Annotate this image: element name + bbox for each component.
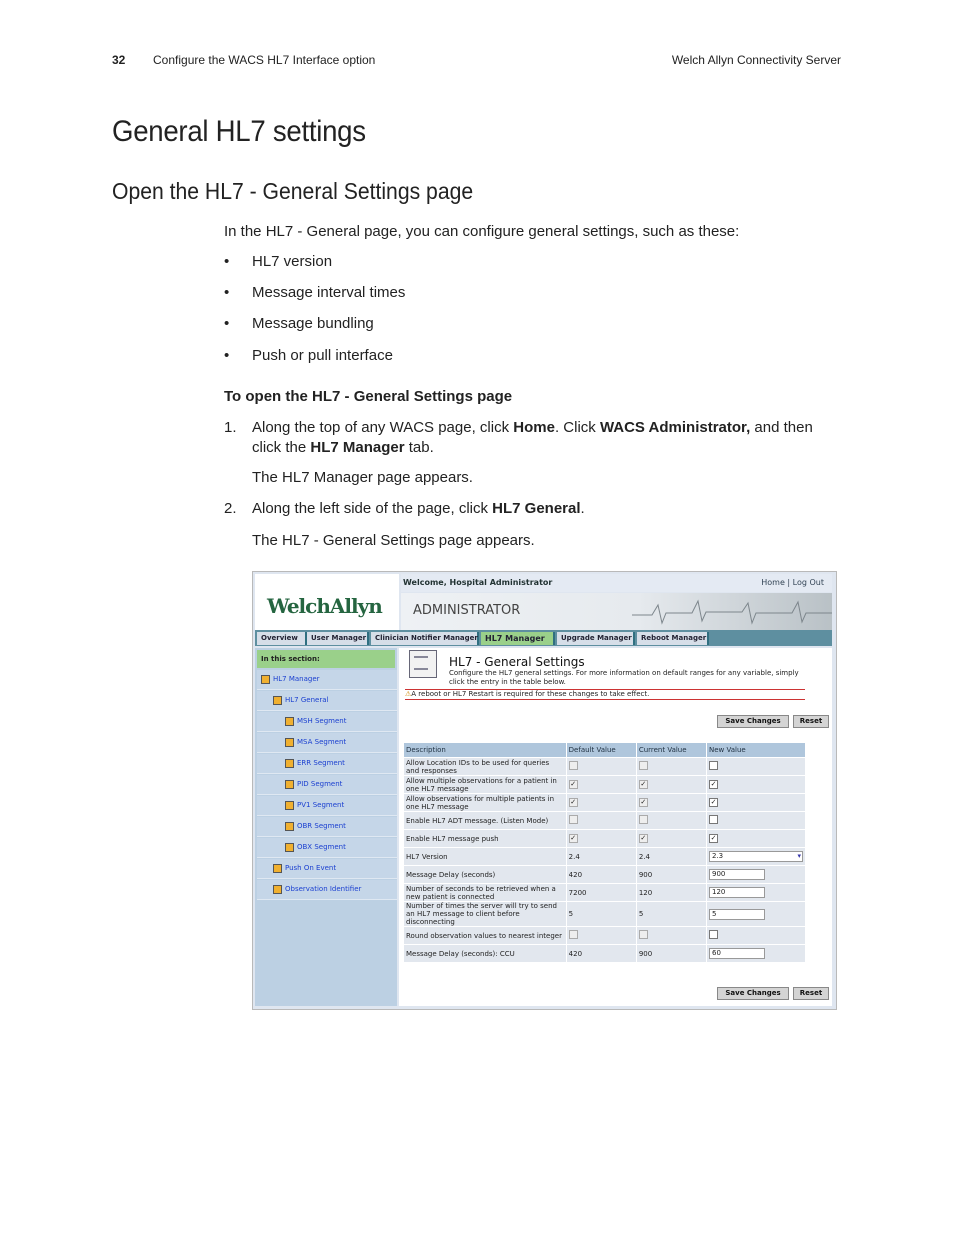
row-description: Enable HL7 message push xyxy=(404,830,567,848)
new-value-checkbox[interactable]: ✓ xyxy=(710,798,717,806)
checkbox-readonly: ✓ xyxy=(640,798,647,806)
save-changes-button[interactable]: Save Changes xyxy=(717,715,789,728)
tab-hl7-manager[interactable]: HL7 Manager xyxy=(481,632,555,645)
table-row xyxy=(404,866,806,884)
arrow-icon xyxy=(285,738,294,747)
new-value-checkbox[interactable] xyxy=(709,761,718,770)
sidebar-item-observation-identifier[interactable]: Observation Identifier xyxy=(257,880,397,900)
tab-bar xyxy=(255,630,832,646)
row-description: Number of times the server will try to send an HL7 message to client before disconnecting xyxy=(404,902,567,927)
new-value-checkbox[interactable]: ✓ xyxy=(710,834,717,842)
row-value: 900 xyxy=(636,866,706,884)
sidebar-item-pid-segment[interactable]: PID Segment xyxy=(257,775,397,795)
arrow-icon xyxy=(273,885,282,894)
row-value: 2.4 xyxy=(636,848,706,866)
col-new-value: New Value xyxy=(707,743,806,758)
sidebar-item-msa-segment[interactable]: MSA Segment xyxy=(257,733,397,753)
arrow-icon xyxy=(285,780,294,789)
arrow-icon xyxy=(285,822,294,831)
row-description: Message Delay (seconds) xyxy=(404,866,567,884)
new-value-input[interactable]: 900 xyxy=(709,869,765,880)
checkbox-readonly: ✓ xyxy=(570,780,577,788)
sidebar-item-obx-segment[interactable]: OBX Segment xyxy=(257,838,397,858)
checkbox-readonly xyxy=(639,815,648,824)
new-value-input[interactable]: 60 xyxy=(709,948,765,959)
table-row xyxy=(404,884,806,902)
row-description: Allow multiple observations for a patient in one HL7 message xyxy=(404,776,567,794)
arrow-icon xyxy=(285,759,294,768)
arrow-icon xyxy=(261,675,270,684)
row-description: Allow observations for multiple patients in one HL7 message xyxy=(404,794,567,812)
checkbox-readonly xyxy=(569,815,578,824)
banner xyxy=(401,593,832,630)
settings-description: Configure the HL7 general settings. For more information on default ranges for any variable, simply click the entry in the table below. xyxy=(449,669,799,686)
tab-reboot-manager[interactable]: Reboot Manager xyxy=(637,632,709,645)
new-value-input[interactable]: 120 xyxy=(709,887,765,898)
logout-link[interactable]: Log Out xyxy=(792,578,824,587)
hl7-version-select[interactable]: 2.3 ▾ xyxy=(709,851,803,862)
top-bar: Welcome, Hospital Administrator Home | Log Out xyxy=(401,574,832,592)
table-row xyxy=(404,848,806,866)
row-value: 5 xyxy=(566,902,636,927)
hl7-settings-screenshot xyxy=(252,571,837,1010)
home-link[interactable]: Home xyxy=(761,578,785,587)
new-value-checkbox[interactable] xyxy=(709,815,718,824)
new-value-checkbox[interactable] xyxy=(709,930,718,939)
row-value: 900 xyxy=(636,945,706,963)
checkbox-readonly xyxy=(569,761,578,770)
sidebar-item-pv1-segment[interactable]: PV1 Segment xyxy=(257,796,397,816)
welch-allyn-logo: WelchAllyn xyxy=(255,574,399,630)
checkbox-readonly xyxy=(639,761,648,770)
arrow-icon xyxy=(273,696,282,705)
sidebar-item-obr-segment[interactable]: OBR Segment xyxy=(257,817,397,837)
row-description: Message Delay (seconds): CCU xyxy=(404,945,567,963)
row-description: Number of seconds to be retrieved when a new patient is connected xyxy=(404,884,567,902)
chapter-title: Configure the WACS HL7 Interface option xyxy=(153,53,376,67)
arrow-icon xyxy=(273,864,282,873)
row-value: 7200 xyxy=(566,884,636,902)
row-value: 120 xyxy=(636,884,706,902)
sidebar-item-err-segment[interactable]: ERR Segment xyxy=(257,754,397,774)
table-row xyxy=(404,902,806,927)
sidebar-item-hl7-manager[interactable]: HL7 Manager xyxy=(257,670,397,690)
settings-table xyxy=(403,742,806,963)
tab-upgrade-manager[interactable]: Upgrade Manager xyxy=(557,632,635,645)
checkbox-readonly: ✓ xyxy=(570,798,577,806)
warning-icon: ⚠ xyxy=(405,690,412,698)
checkbox-readonly xyxy=(569,930,578,939)
reset-button-bottom[interactable]: Reset xyxy=(793,987,829,1000)
page-title: General HL7 settings xyxy=(112,115,366,148)
reboot-warning: ⚠A reboot or HL7 Restart is required for these changes to take effect. xyxy=(405,689,805,700)
row-description: HL7 Version xyxy=(404,848,567,866)
sidebar xyxy=(255,648,397,1006)
sidebar-heading: In this section: xyxy=(257,650,395,668)
row-value: 420 xyxy=(566,945,636,963)
sidebar-item-hl7-general[interactable]: HL7 General xyxy=(257,691,397,711)
table-row xyxy=(404,758,806,776)
save-changes-button-bottom[interactable]: Save Changes xyxy=(717,987,789,1000)
table-row xyxy=(404,830,806,848)
tab-clinician-notifier-manager[interactable]: Clinician Notifier Manager xyxy=(371,632,479,645)
intro-paragraph: In the HL7 - General page, you can configure general settings, such as these: xyxy=(224,223,740,240)
section-title: Open the HL7 - General Settings page xyxy=(112,178,474,204)
reset-button[interactable]: Reset xyxy=(793,715,829,728)
checkbox-readonly: ✓ xyxy=(640,834,647,842)
col-description: Description xyxy=(404,743,567,758)
checkbox-readonly xyxy=(639,930,648,939)
row-value: 420 xyxy=(566,866,636,884)
row-description: Enable HL7 ADT message. (Listen Mode) xyxy=(404,812,567,830)
col-default-value: Default Value xyxy=(566,743,636,758)
tab-user-manager[interactable]: User Manager xyxy=(307,632,369,645)
checkbox-readonly: ✓ xyxy=(640,780,647,788)
product-name: Welch Allyn Connectivity Server xyxy=(671,53,841,67)
page-number: 32 xyxy=(112,53,126,67)
tab-overview[interactable]: Overview xyxy=(257,632,307,645)
row-description: Allow Location IDs to be used for queries and responses xyxy=(404,758,567,776)
row-value: 2.4 xyxy=(566,848,636,866)
table-row xyxy=(404,927,806,945)
table-row xyxy=(404,776,806,794)
table-row xyxy=(404,812,806,830)
welcome-text: Welcome, Hospital Administrator xyxy=(403,578,553,587)
settings-document-icon xyxy=(409,650,437,678)
arrow-icon xyxy=(285,801,294,810)
row-description: Round observation values to nearest integer xyxy=(404,927,567,945)
sidebar-item-push-on-event[interactable]: Push On Event xyxy=(257,859,397,879)
new-value-checkbox[interactable]: ✓ xyxy=(710,780,717,788)
banner-title: ADMINISTRATOR xyxy=(413,603,521,618)
procedure-heading: To open the HL7 - General Settings page xyxy=(224,388,513,405)
arrow-icon xyxy=(285,843,294,852)
row-value: 5 xyxy=(636,902,706,927)
sidebar-item-msh-segment[interactable]: MSH Segment xyxy=(257,712,397,732)
col-current-value: Current Value xyxy=(636,743,706,758)
waveform-graphic xyxy=(632,593,832,630)
table-row xyxy=(404,945,806,963)
settings-panel xyxy=(399,648,832,1006)
settings-title: HL7 - General Settings xyxy=(449,655,585,669)
checkbox-readonly: ✓ xyxy=(570,834,577,842)
new-value-input[interactable]: 5 xyxy=(709,909,765,920)
table-row xyxy=(404,794,806,812)
arrow-icon xyxy=(285,717,294,726)
